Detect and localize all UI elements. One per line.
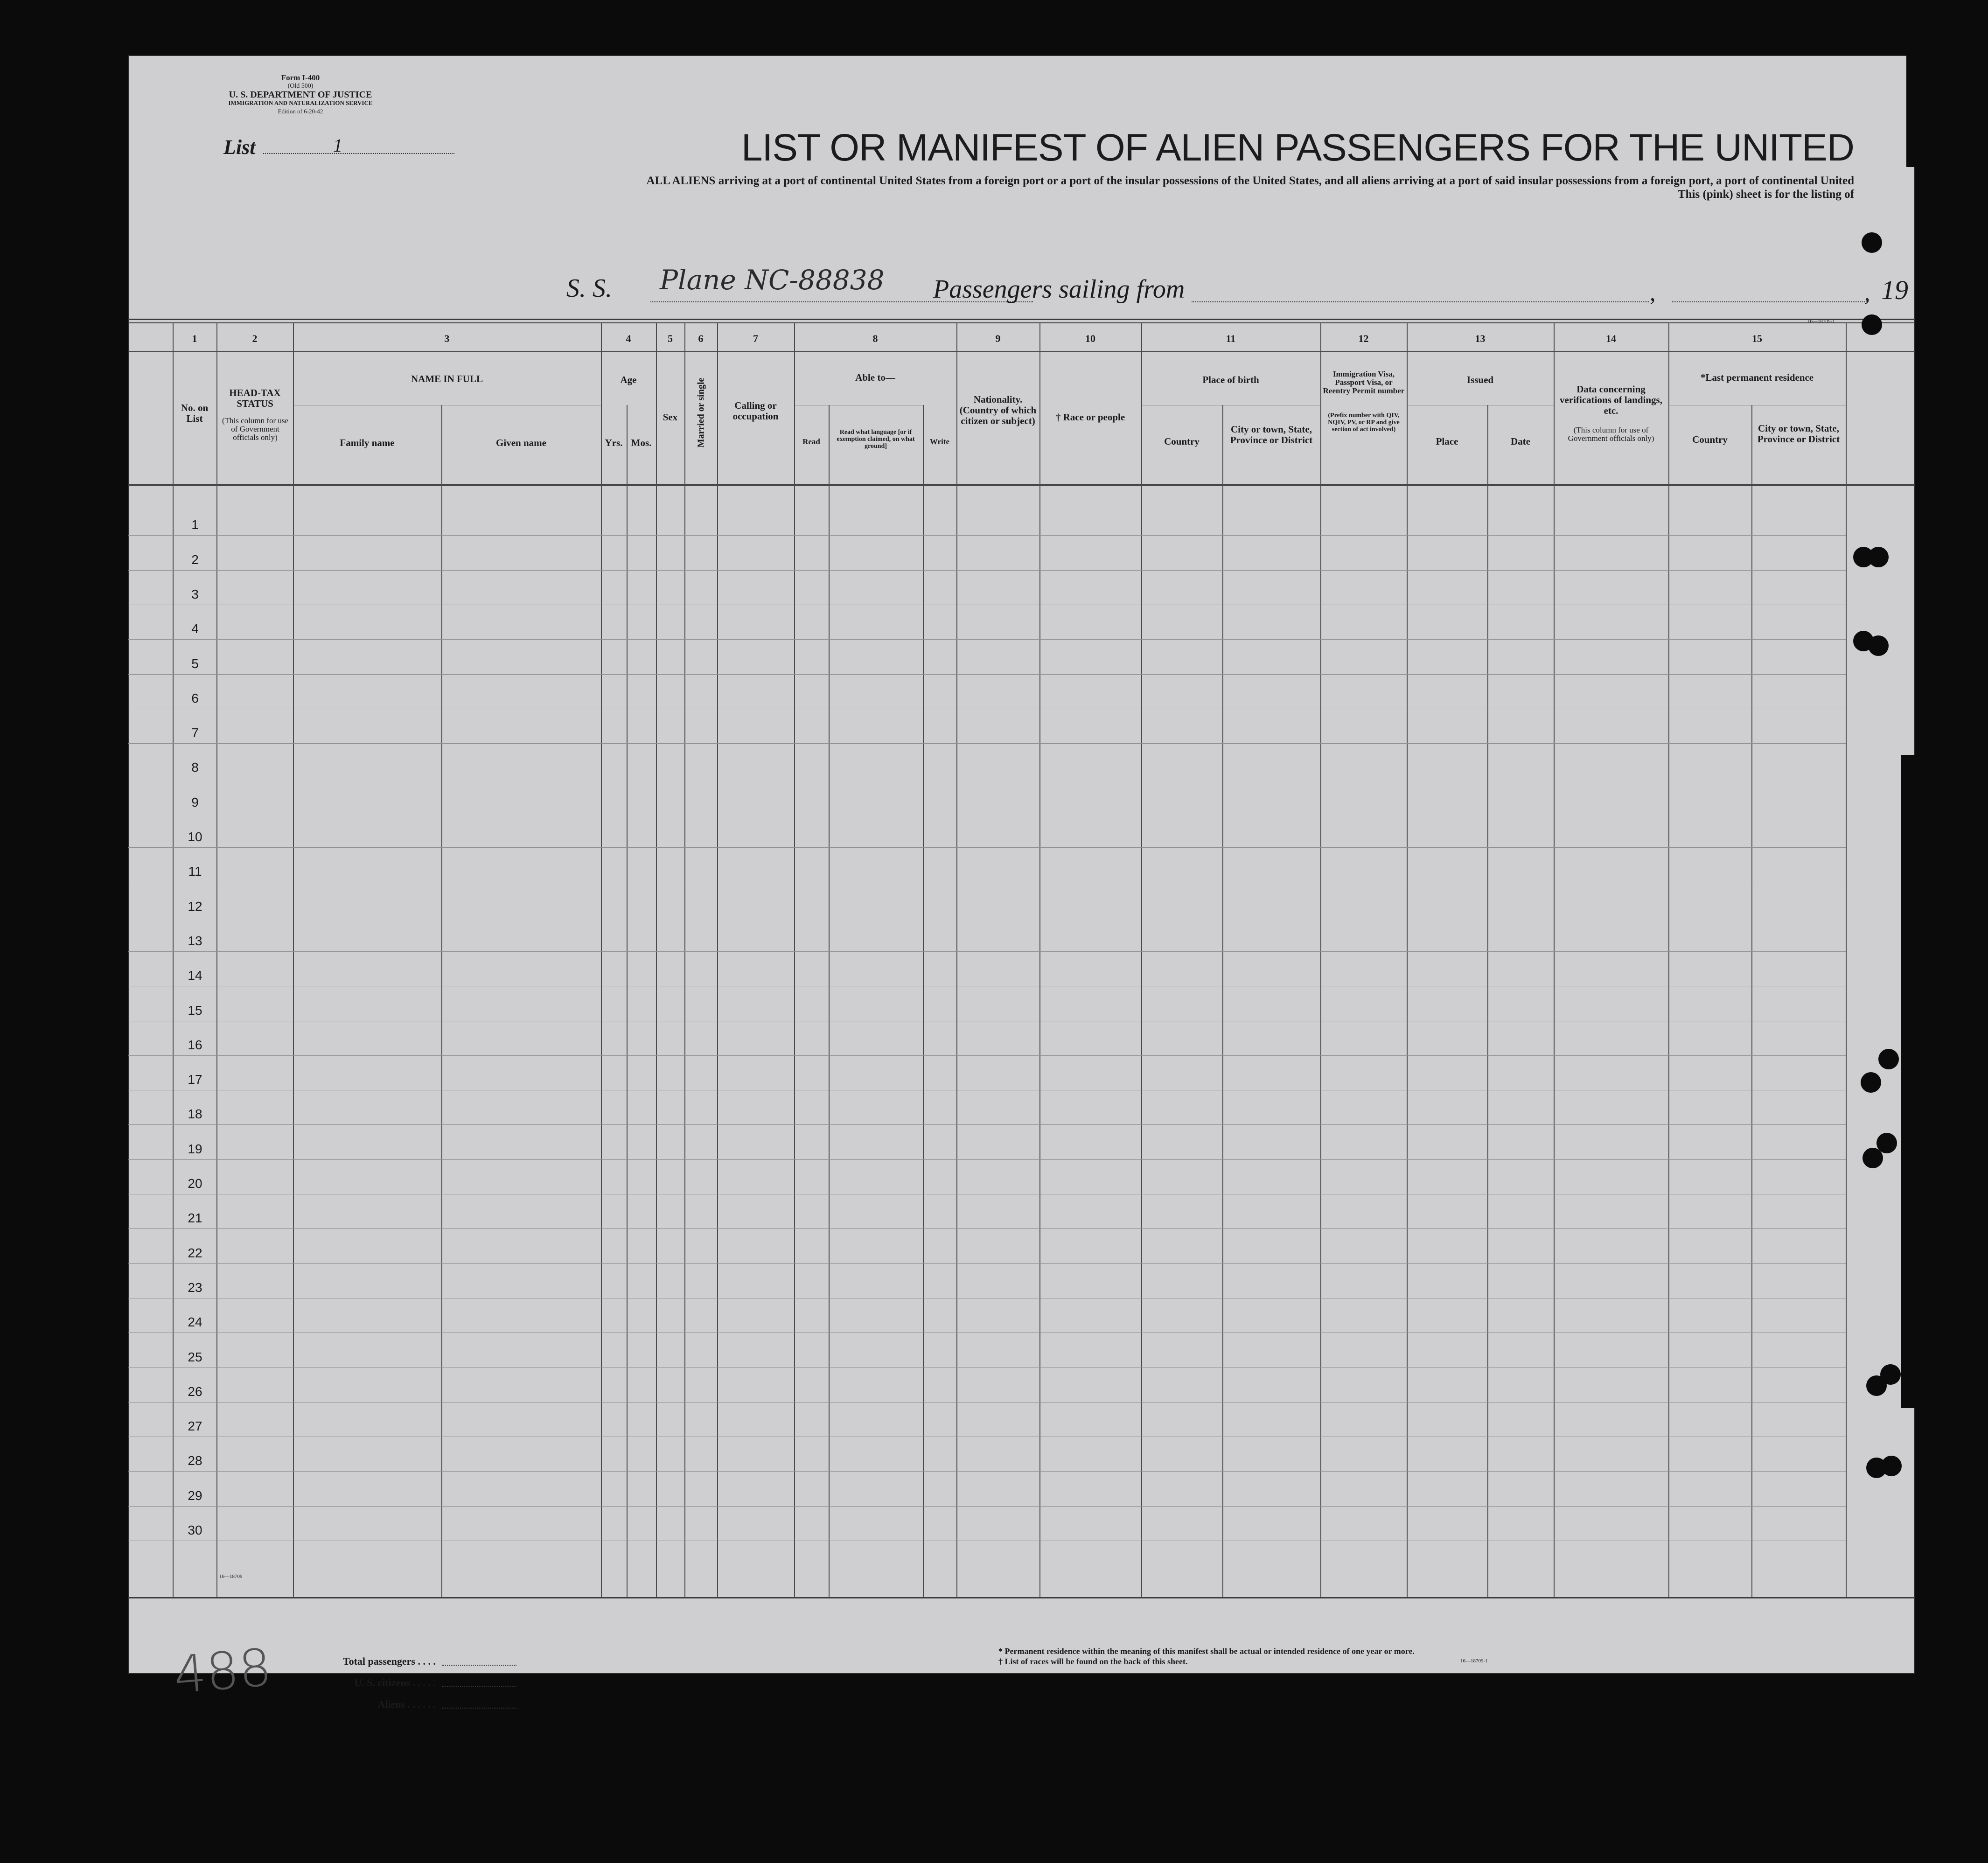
year-label: 19: [1881, 275, 1908, 305]
header-married: Married or single: [696, 377, 706, 448]
row-number: 5: [191, 656, 199, 671]
torn-edge: [1906, 55, 1915, 167]
row-number: 25: [188, 1349, 202, 1364]
subtitle-line-1: ALL ALIENS arriving at a port of continental United States from a foreign port or a port of the insular possessions of the United States, and all aliens arriving at a port of said insular possessions from a foreign port, a port of continental United: [646, 174, 1854, 187]
col-num-14: 14: [1606, 333, 1616, 344]
sailing-port-line: [1192, 301, 1649, 302]
row-number: 13: [188, 933, 202, 948]
form-code-top: 16—18709-1: [1807, 319, 1835, 324]
row-number: 8: [191, 760, 199, 775]
total-passengers-row: [310, 1651, 534, 1672]
row-number: 21: [188, 1211, 202, 1226]
header-immigration-visa-note: (Prefix number with QIV, NQIV, PV, or RP and give section of act involved): [1328, 412, 1400, 433]
row-line: [128, 535, 1846, 536]
service: IMMIGRATION AND NATURALIZATION SERVICE: [228, 99, 373, 106]
row-number: 15: [188, 1003, 202, 1018]
row-line: [128, 1506, 1846, 1507]
aliens-label: Aliens . . . . . .: [377, 1698, 436, 1710]
aliens-row: [310, 1694, 534, 1715]
form-old: (Old 500): [287, 83, 314, 90]
binding-hole: [1868, 635, 1889, 656]
binding-hole: [1876, 1133, 1897, 1153]
col-num-11: 11: [1226, 333, 1236, 344]
row-number: 23: [188, 1280, 202, 1295]
footnote-races: † List of races will be found on the back of this sheet.: [998, 1657, 1188, 1666]
row-number: 12: [188, 899, 202, 914]
row-line: [128, 847, 1846, 848]
header-able-to: Able to—: [855, 372, 895, 383]
us-citizens-line: [442, 1686, 516, 1687]
row-number: 2: [191, 552, 199, 567]
manifest-sheet: [128, 55, 1915, 1710]
row-line: [128, 570, 1846, 571]
comma-2: ,: [1864, 279, 1870, 306]
col-num-3: 3: [444, 333, 450, 344]
header-age: Age: [620, 374, 637, 385]
row-line: [128, 1124, 1846, 1125]
header-calling: Calling or occupation: [732, 400, 779, 422]
row-line: [128, 639, 1846, 640]
col-num-13: 13: [1475, 333, 1486, 344]
row-number: 7: [191, 726, 199, 740]
department: U. S. DEPARTMENT OF JUSTICE: [229, 90, 372, 100]
row-number: 30: [188, 1523, 202, 1537]
row-number: 6: [191, 691, 199, 705]
header-nationality: Nationality. (Country of which citizen or subject): [959, 394, 1037, 426]
row-number: 29: [188, 1488, 202, 1503]
col-num-5: 5: [668, 333, 673, 344]
row-line: [128, 674, 1846, 675]
col-num-12: 12: [1358, 333, 1369, 344]
row-line: [128, 951, 1846, 952]
row-line: [128, 1263, 1846, 1264]
col-num-8: 8: [872, 333, 878, 344]
form-code-bottom: 16—18709: [219, 1574, 243, 1579]
row-line: [128, 1159, 1846, 1160]
row-number: 26: [188, 1384, 202, 1399]
row-number: 17: [188, 1072, 202, 1087]
header-mos: Mos.: [631, 437, 652, 448]
sailing-from-label: Passengers sailing from: [933, 275, 1185, 304]
header-date: Date: [1511, 436, 1530, 447]
binding-hole: [1862, 314, 1882, 335]
row-line: [128, 1471, 1846, 1472]
binding-hole: [1881, 1456, 1902, 1476]
binding-hole: [1868, 547, 1889, 567]
header-verification: Data concerning verifications of landings, etc.: [1560, 384, 1662, 416]
footnote-permanent: * Permanent residence within the meaning of this manifest shall be actual or intended residence of one year or more.: [998, 1647, 1415, 1656]
col-num-2: 2: [252, 333, 258, 344]
footnotes: [998, 1646, 1415, 1667]
col-num-10: 10: [1085, 333, 1095, 344]
col-num-15: 15: [1752, 333, 1762, 344]
row-number: 28: [188, 1453, 202, 1468]
col-num-7: 7: [753, 333, 758, 344]
header-family-name: Family name: [340, 437, 395, 448]
footnote-code: 16—18709-1: [1460, 1658, 1488, 1664]
row-number: 4: [191, 621, 199, 636]
row-number: 27: [188, 1419, 202, 1434]
list-line: [263, 153, 454, 154]
comma-1: ,: [1650, 279, 1656, 306]
header-issued: Issued: [1466, 374, 1494, 385]
row-number: 11: [188, 864, 202, 879]
header-sex: Sex: [663, 412, 678, 423]
col-num-9: 9: [995, 333, 1001, 344]
ss-label: S. S.: [566, 274, 612, 303]
row-number: 3: [191, 586, 199, 601]
binding-hole: [1880, 1364, 1901, 1385]
header-place-of-birth: Place of birth: [1202, 374, 1259, 385]
header-given-name: Given name: [496, 437, 546, 448]
header-verification-note: (This column for use of Government officials only): [1568, 426, 1654, 443]
header-country-birth: Country: [1164, 436, 1200, 447]
row-number: 20: [188, 1176, 202, 1191]
header-race: † Race or people: [1055, 412, 1125, 423]
header-read-language: Read what language [or if exemption claimed, on what ground]: [837, 429, 915, 450]
col-num-6: 6: [698, 333, 704, 344]
vessel-name: Plane NC-88838: [660, 264, 885, 296]
header-head-tax-note: (This column for use of Government officials only): [222, 416, 289, 442]
header-city-birth: City or town, State, Province or District: [1230, 424, 1313, 446]
page-title: LIST OR MANIFEST OF ALIEN PASSENGERS FOR THE UNITED: [741, 126, 1854, 169]
header-name-in-full: NAME IN FULL: [411, 373, 483, 384]
total-passengers-line: [442, 1665, 516, 1666]
us-citizens-row: [310, 1672, 534, 1694]
edition: Edition of 6-20-42: [278, 108, 323, 115]
row-number: 14: [188, 968, 202, 983]
sailing-date-line: [1672, 301, 1868, 302]
subtitle-line-2: This (pink) sheet is for the listing of: [1677, 188, 1854, 201]
torn-edge: [1901, 755, 1915, 1408]
binding-hole: [1862, 232, 1882, 253]
binding-hole: [1861, 1072, 1881, 1093]
manifest-table: [128, 319, 1915, 1599]
row-number: 22: [188, 1245, 202, 1260]
col-num-4: 4: [626, 333, 631, 344]
header-lr-city: City or town, State, Province or District: [1757, 423, 1840, 445]
row-number: 19: [188, 1141, 202, 1156]
row-line: [128, 1228, 1846, 1229]
header-yrs: Yrs.: [605, 437, 623, 448]
row-line: [128, 1055, 1846, 1056]
list-value: 1: [333, 135, 342, 156]
col-num-1: 1: [192, 333, 197, 344]
handwritten-number: 488: [171, 1637, 274, 1705]
row-number: 24: [188, 1315, 202, 1330]
binding-hole: [1878, 1049, 1899, 1069]
total-passengers-label: Total passengers . . . .: [342, 1655, 436, 1667]
row-number: 9: [191, 795, 199, 809]
header-immigration-visa: Immigration Visa, Passport Visa, or Reentry Permit number: [1323, 370, 1405, 395]
row-number: 1: [191, 517, 199, 532]
header-read: Read: [802, 437, 820, 446]
subtitle: [454, 174, 1854, 201]
form-identifier: [212, 74, 389, 116]
header-no-on-list: No. on List: [181, 402, 209, 424]
header-write: Write: [929, 437, 950, 446]
header-place: Place: [1436, 436, 1458, 447]
form-number: Form I-400: [281, 73, 320, 82]
aliens-line: [442, 1708, 516, 1709]
header-last-residence: *Last permanent residence: [1700, 372, 1814, 383]
row-number: 16: [188, 1037, 202, 1052]
us-citizens-label: U. S. citizens . . . . .: [354, 1677, 436, 1689]
row-number: 10: [188, 830, 202, 844]
list-label: List: [223, 136, 256, 159]
row-number: 18: [188, 1107, 202, 1122]
header-lr-country: Country: [1692, 434, 1728, 445]
row-line: [128, 743, 1846, 744]
totals-block: [310, 1651, 534, 1715]
header-head-tax: HEAD-TAX STATUS: [229, 387, 281, 409]
